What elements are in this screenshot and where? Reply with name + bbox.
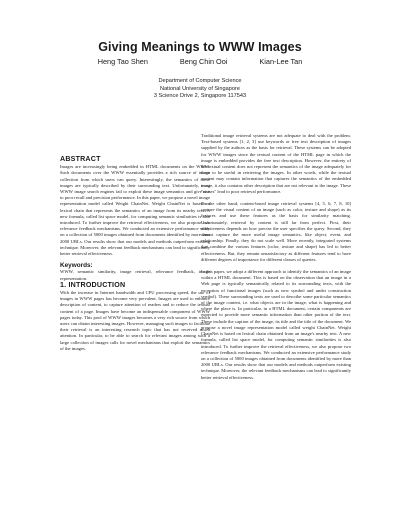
abstract-text: Images are increasingly being embedded in HTML documents on the WWW. Such documents over the WWW essentially provides a rich source of image collection from which users can query. Interestingly, the semantics of these images are typically described by their surrounding text. Unfortunately, most WWW image search engines fail to exploit these image semantics and give rise to poor recall and precision performance. In this paper, we propose a novel image representation model called Weight ChainNet. Weight ChainNet is based on lexical chain that represents the semantics of an image from its nearby text. A new formula, called list space model, for computing semantic similarities is also introduced. To further improve the retrieval effectiveness, we also propose two relevance feedback mechanisms. We conducted an extensive performance study on a collection of 5000 images obtained from documents identified by more than 2000 URLs. Our results show that our models and methods outperform existing technique. Moreover, the relevant feedback mechanisms can lead to significantly better retrieval effectiveness. <box>60 164 210 257</box>
author-3: Kian-Lee Tan <box>259 57 303 66</box>
affiliation-block <box>0 78 400 101</box>
author-1: Heng Tao Shen <box>97 57 148 66</box>
abstract-heading: ABSTRACT <box>60 155 101 163</box>
body-paragraph-2: On the other hand, content-based image retrieval systems [4, 5, 6, 7, 8, 10] capture the visual content of an image (such as color, texture and shape) as its features and use these features as the basis for similarity matching. Unfortunately, retrieval by content is still far from perfect. First, their effectiveness depends on how precise the user specifies the query. Second, they cannot capture the more useful image semantics, like object, event, and relationship. Finally, they do not scale well. More recently, integrated systems that combine the various features (color, texture and shape) has led to better effectiveness. But, they remain unsatisfactory as different features tend to have different degrees of importance for different classes of queries. <box>201 201 351 262</box>
affiliation-line-2: National University of Singapore <box>160 85 240 92</box>
keywords-text: WWW, semantic similarity, image retrieval, relevance feedback, image representation. <box>60 269 210 281</box>
right-column <box>201 133 351 381</box>
introduction-text: With the increase in Internet bandwidth and CPU processing speed, the use of images in WWW pages has become very prevalent. Images are used to enhance description of content, to capture attention of readers and to reduce the textual content of a page. Images have become an indispensable component of WWW pages today. This pool of WWW images becomes a very rich source from which users can obtain interesting images. However, managing such images to facilitate their retrieval is an interesting research topic that has not received much attention. In particular, to be able to search for relevant images among such a large collection of images calls for novel mechanisms that exploit the semantics of the images. <box>60 290 210 351</box>
body-paragraph-3: In this paper, we adopt a different approach to identify the semantics of an image within a HTML document. This is based on the observation that an image in a Web page is typically semantically related to its surrounding texts, with the exception of functional images (such as new symbol and under construction symbol). These surrounding texts are used to describe some particular semantics of the image content, i.e. what objects are in the image, what is happening and where the place is. In particular, in a HTML document, certain components are expected to provide more semantic information than other portion of the text. These include the caption of the image, its title and the title of the document. We propose a novel image representation model called weight ChainNet. Weight ChainNet is based on lexical chain obtained from an image's nearby text. A new formula, called list space model, for computing semantic similarities is also introduced. To further improve the retrieval effectiveness, we also propose two relevance feedback mechanisms. We conducted an extensive performance study on a collection of 5000 images obtained from documents identified by more than 2000 URLs. Our results show that our models and methods outperform existing technique. Moreover, the relevant feedback mechanisms can lead to significantly better retrieval effectiveness. <box>201 269 351 380</box>
body-paragraph-1: Traditional image retrieval systems are not adequate to deal with the problem. Text-based systems [1, 2, 3] use keywords or free text description of images supplied by the authors as the basis for retrieval. These systems can be adopted for WWW images since the textual content of the HTML page in which the image is embedded provides the free text description. However, the entirety of the textual content does not represent the semantics of the image adequately for them to be useful in retrieving the images. In other words, while the textual content may contain information that captures the semantics of the embedded image, it also contains other description that are not relevant to the image. These "noises" lead to poor retrieval performance. <box>201 133 351 194</box>
left-column <box>60 156 210 352</box>
introduction-heading: 1. INTRODUCTION <box>60 280 126 289</box>
paper-title: Giving Meanings to WWW Images <box>98 40 302 54</box>
affiliation-line-1: Department of Computer Science <box>158 78 242 84</box>
affiliation-line-3: 3 Science Drive 2, Singapore 117543 <box>153 93 247 100</box>
keywords-heading: Keywords: <box>60 262 93 270</box>
author-2: Beng Chin Ooi <box>179 57 228 66</box>
author-list <box>0 57 400 66</box>
